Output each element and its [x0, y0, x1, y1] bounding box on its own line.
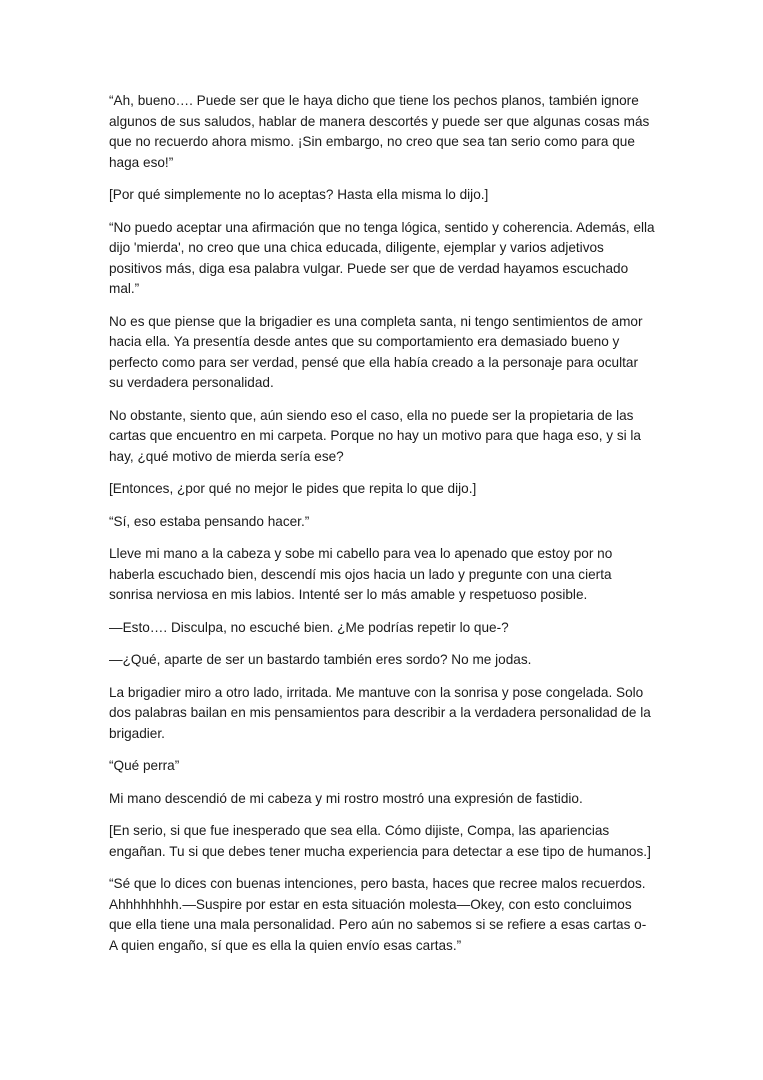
paragraph-6: [Entonces, ¿por qué no mejor le pides que repita lo que dijo.] — [109, 481, 477, 496]
paragraph-13: Mi mano descendió de mi cabeza y mi rostro mostró una expresión de fastidio. — [109, 790, 583, 806]
paragraph-14: [En serio, si que fue inesperado que sea ella. Cómo dijiste, Compa, las apariencias engañan. Tu si que debes tener mucha experiencia para detectar a ese tipo de humanos.] — [109, 823, 651, 859]
paragraph-7: “Sí, eso estaba pensando hacer.” — [109, 513, 310, 529]
paragraph-3: “No puedo aceptar una afirmación que no tenga lógica, sentido y coherencia. Además, ella dijo 'mierda', no creo que una chica educada, diligente, ejemplar y varios adjetivos positivos más, diga esa palabra vulgar. Puede ser que de verdad hayamos escuchado mal.” — [109, 219, 655, 296]
paragraph-8: Lleve mi mano a la cabeza y sobe mi cabello para vea lo apenado que estoy por no haberla escuchado bien, descendí mis ojos hacia un lado y pregunte con una cierta sonrisa nerviosa en mis labios. Intenté ser lo más amable y respetuoso posible. — [109, 546, 613, 602]
paragraph-4: No es que piense que la brigadier es una completa santa, ni tengo sentimientos de amor hacia ella. Ya presentía desde antes que su comportamiento era demasiado bueno y perfecto como para ser verdad, pensé que ella había creado a la personaje para ocultar su verdadera personalidad. — [109, 313, 643, 390]
paragraph-11: La brigadier miro a otro lado, irritada. Me mantuve con la sonrisa y pose congelada. Solo dos palabras bailan en mis pensamientos para describir a la verdadera personalidad de la brigadier. — [109, 684, 651, 741]
paragraph-10: —¿Qué, aparte de ser un bastardo también eres sordo? No me jodas. — [109, 652, 532, 667]
paragraph-15: “Sé que lo dices con buenas intenciones, pero basta, haces que recree malos recuerdos. Ahhhhhhhh.—Suspire por estar en esta situación molesta—Okey, con esto concluimos que ella tiene una mala personalidad. Pero aún no sabemos si se refiere a esas cartas o- A quien engaño, sí que es ella la quien envío esas cartas.” — [109, 876, 647, 953]
paragraph-12: “Qué perra” — [109, 758, 180, 773]
paragraph-9: —Esto…. Disculpa, no escuché bien. ¿Me podrías repetir lo que-? — [109, 619, 509, 635]
paragraph-5: No obstante, siento que, aún siendo eso el caso, ella no puede ser la propietaria de las cartas que encuentro en mi carpeta. Porque no hay un motivo para que haga eso, y si la hay, ¿qué motivo de mierda sería ese? — [109, 407, 641, 464]
paragraph-2: [Por qué simplemente no lo aceptas? Hasta ella misma lo dijo.] — [109, 187, 489, 202]
paragraph-1: “Ah, bueno…. Puede ser que le haya dicho que tiene los pechos planos, también ignore algunos de sus saludos, hablar de manera descortés y puede ser que algunas cosas más que no recuerdo ahora mismo. ¡Sin embargo, no creo que sea tan serio como para que haga eso!” — [109, 93, 650, 170]
